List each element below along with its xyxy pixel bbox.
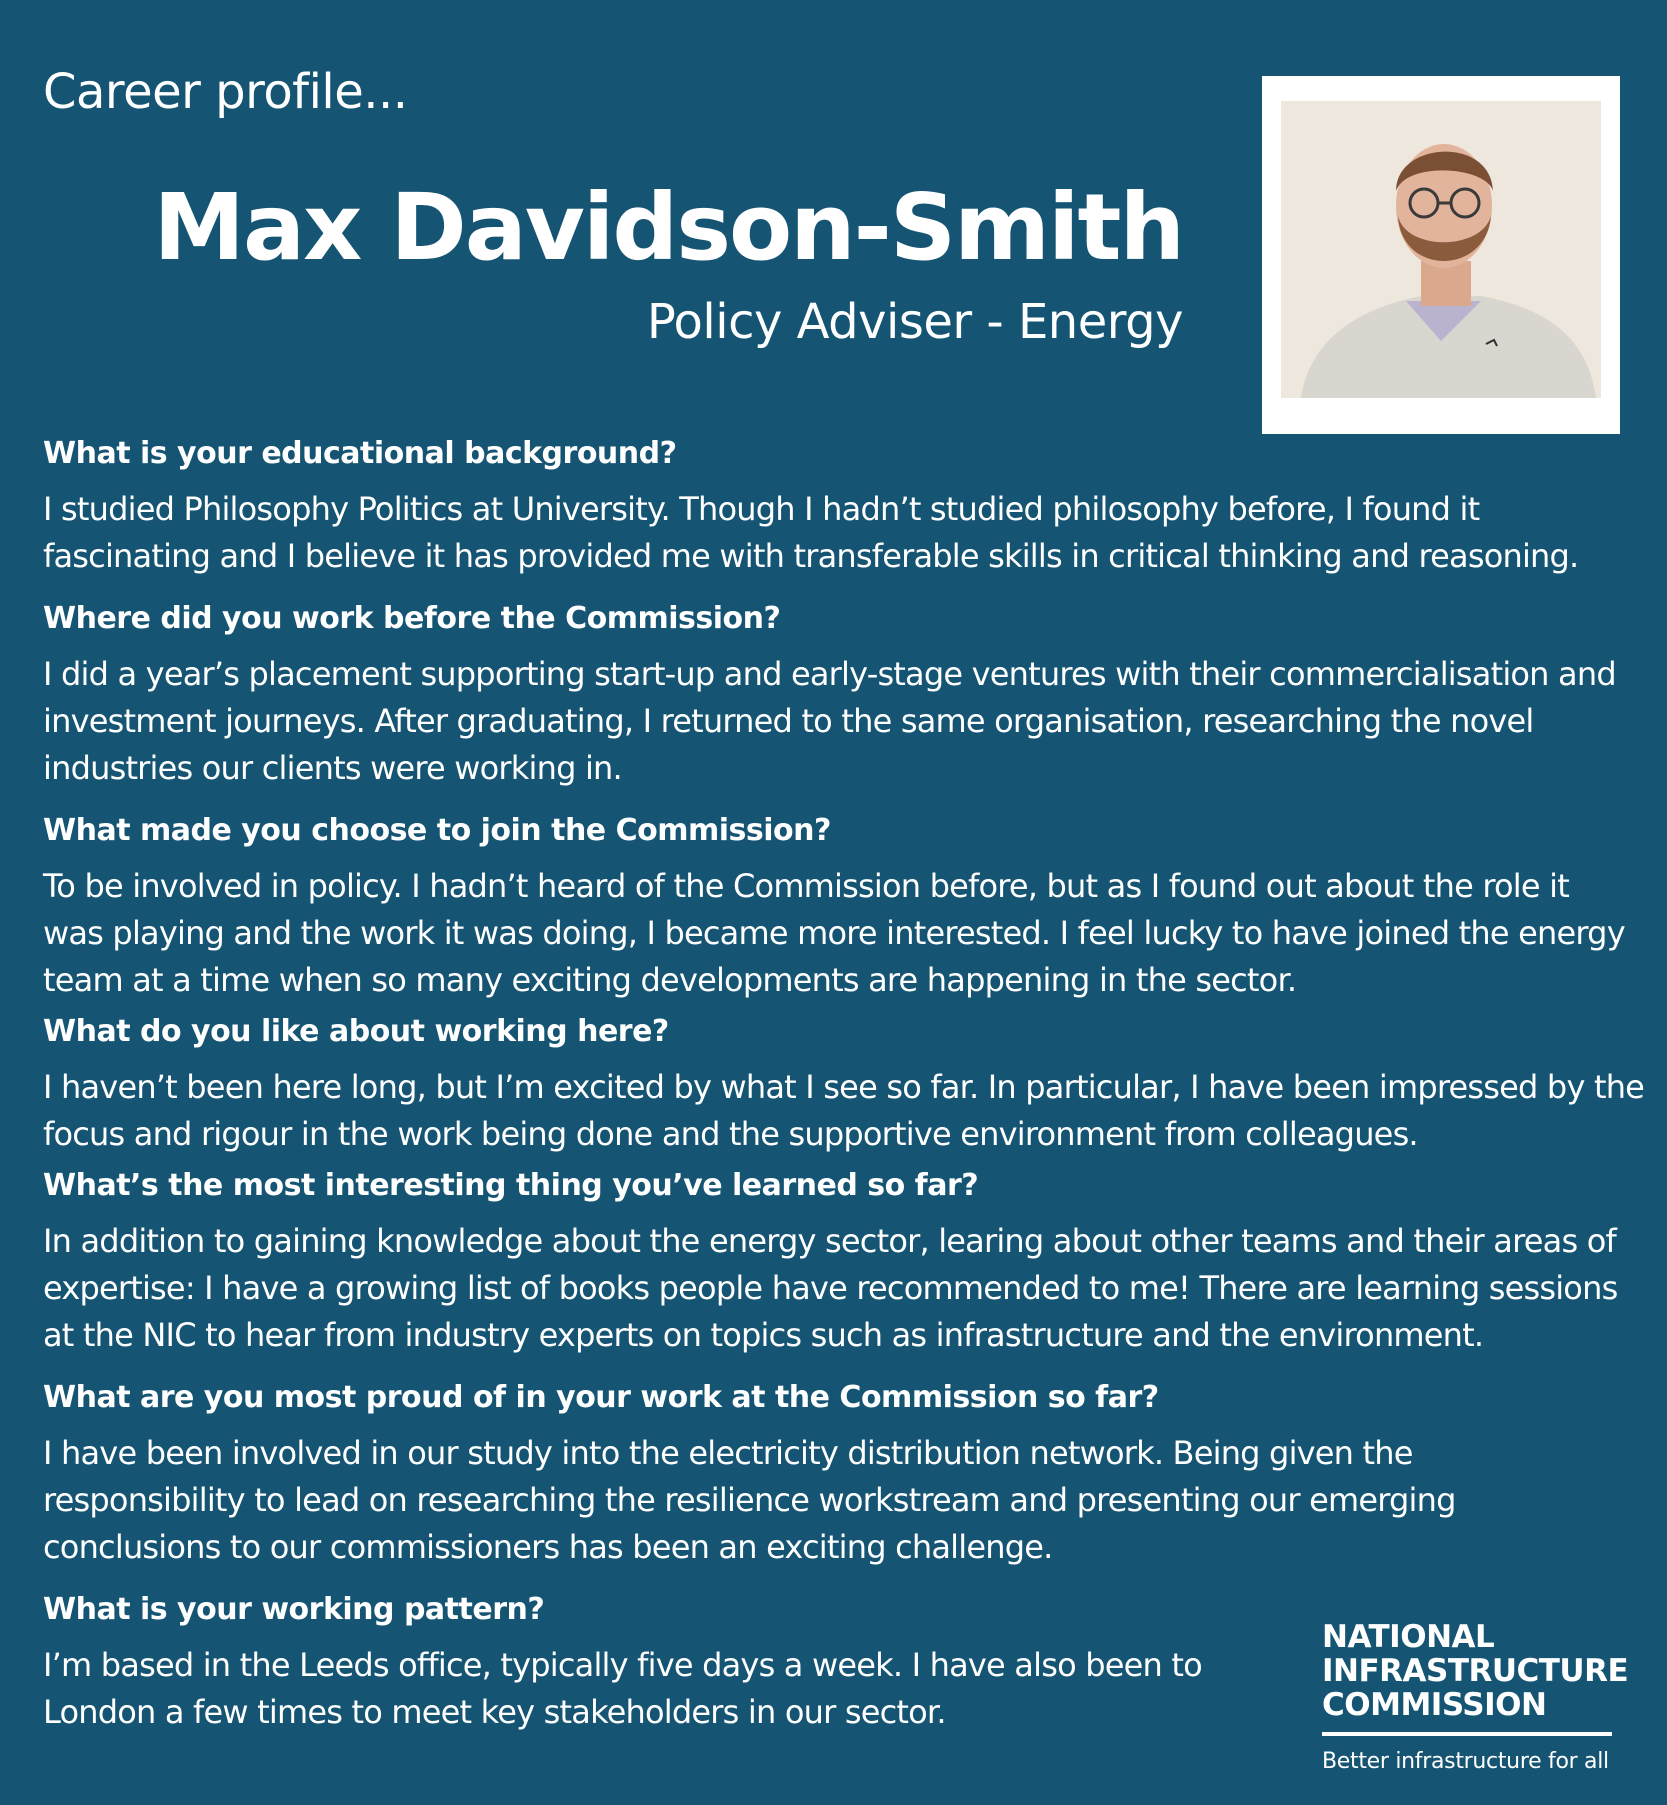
answer-line: I’m based in the Leeds office, typically five days a week. I have also been to [43,1646,1202,1684]
answer-line: expertise: I have a growing list of books people have recommended to me! There are learning sessions [43,1269,1618,1307]
question-heading: Where did you work before the Commission? [43,601,781,636]
question-heading: What is your working pattern? [43,1592,545,1627]
answer-line: at the NIC to hear from industry experts on topics such as infrastructure and the environment. [43,1316,1484,1354]
answer-text [43,486,1623,580]
answer-line: I haven’t been here long, but I’m excited by what I see so far. In particular, I have been impressed by the [43,1068,1645,1106]
answer-text [43,863,1623,1004]
logo-line: COMMISSION [1322,1687,1547,1723]
nic-logo [1322,1619,1629,1776]
qa-item-proud [43,1376,1623,1571]
answer-text [43,1218,1623,1359]
answer-line: responsibility to lead on researching the resilience workstream and presenting our emerging [43,1481,1456,1519]
answer-line: London a few times to meet key stakeholders in our sector. [43,1693,946,1731]
question-heading: What are you most proud of in your work at the Commission so far? [43,1380,1159,1415]
qa-item-learned [43,1164,1623,1359]
logo-line: NATIONAL [1322,1619,1495,1655]
qa-section [43,432,1645,1753]
answer-line: focus and rigour in the work being done and the supportive environment from colleagues. [43,1115,1418,1153]
logo-divider [1322,1732,1612,1736]
photo-frame [1262,76,1620,434]
answer-line: team at a time when so many exciting developments are happening in the sector. [43,961,1297,999]
answer-line: To be involved in policy. I hadn’t heard of the Commission before, but as I found out about the role it [43,867,1569,905]
qa-item-likes [43,1010,1645,1158]
answer-line: industries our clients were working in. [43,749,622,787]
logo-line: INFRASTRUCTURE [1322,1653,1629,1689]
answer-text [43,1064,1645,1158]
answer-line: In addition to gaining knowledge about the energy sector, learing about other teams and their areas of [43,1222,1616,1260]
qa-item-education [43,432,1623,580]
answer-line: I studied Philosophy Politics at University. Though I hadn’t studied philosophy before, I found it [43,490,1480,528]
profile-role: Policy Adviser - Energy [646,294,1183,350]
profile-name: Max Davidson-Smith [153,174,1183,281]
answer-line: fascinating and I believe it has provided me with transferable skills in critical thinking and reasoning. [43,537,1579,575]
portrait-photo [1281,101,1601,398]
answer-line: was playing and the work it was doing, I became more interested. I feel lucky to have joined the energy [43,914,1625,952]
eyebrow-heading: Career profile... [43,64,408,120]
answer-text [43,1430,1623,1571]
qa-item-previous-work [43,597,1623,792]
question-heading: What do you like about working here? [43,1014,669,1049]
answer-line: I have been involved in our study into the electricity distribution network. Being given the [43,1434,1413,1472]
question-heading: What is your educational background? [43,436,677,471]
qa-item-why-join [43,809,1623,1004]
question-heading: What made you choose to join the Commission? [43,813,831,848]
answer-line: conclusions to our commissioners has been an exciting challenge. [43,1528,1053,1566]
answer-text [43,651,1623,792]
answer-line: I did a year’s placement supporting start-up and early-stage ventures with their commercialisation and [43,655,1616,693]
answer-line: investment journeys. After graduating, I returned to the same organisation, researching the novel [43,702,1534,740]
question-heading: What’s the most interesting thing you’ve learned so far? [43,1168,979,1203]
portrait-illustration [1281,101,1601,398]
logo-tagline: Better infrastructure for all [1322,1749,1609,1774]
